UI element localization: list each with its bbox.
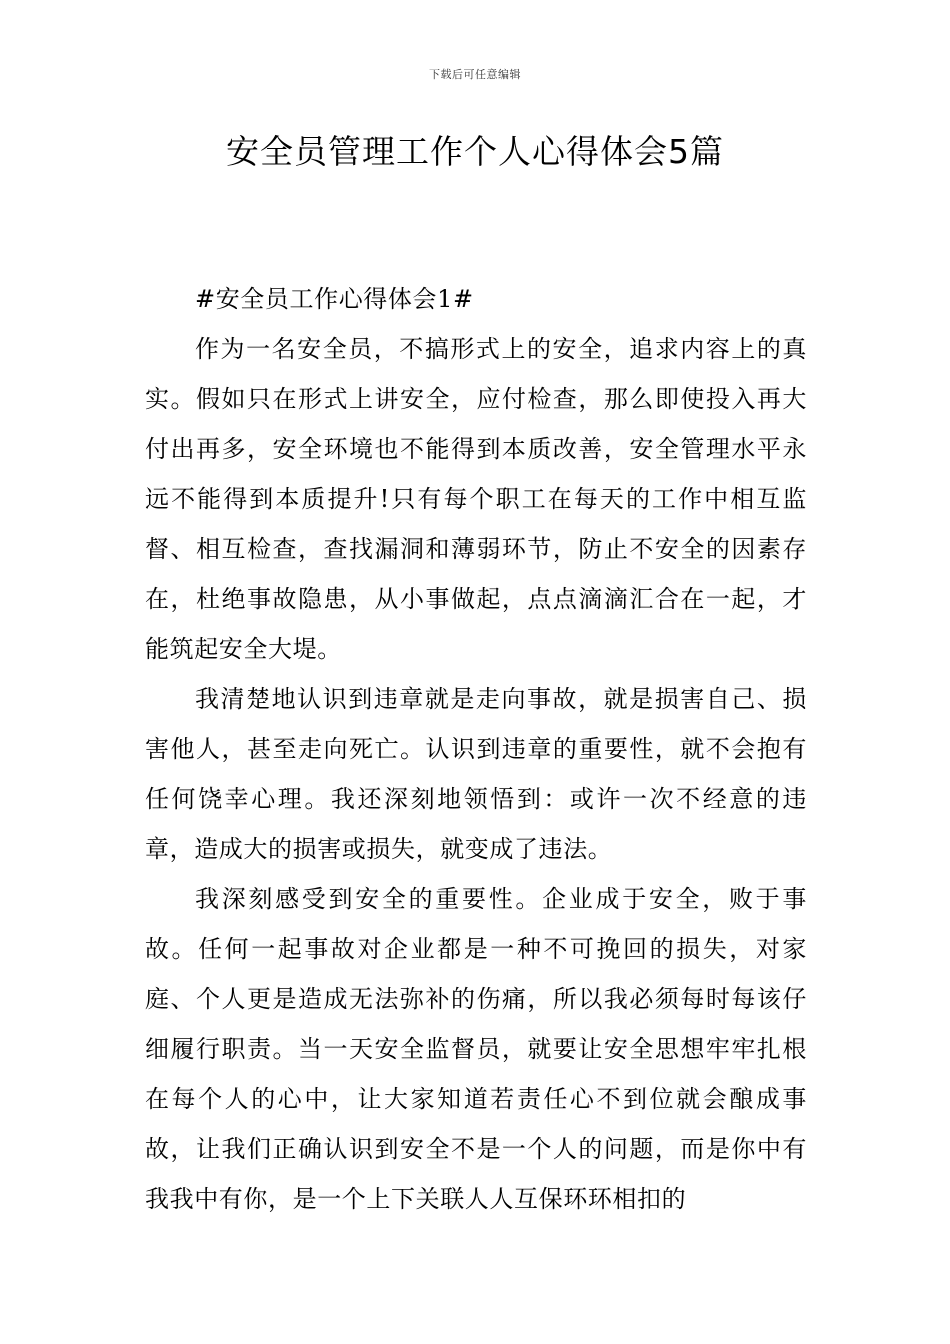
paragraph: 我清楚地认识到违章就是走向事故，就是损害自己、损害他人，甚至走向死亡。认识到违章的重要性，就不会抱有任何饶幸心理。我还深刻地领悟到：或许一次不经意的违章，造成大的损害或损失，就变成了违法。 <box>145 685 807 863</box>
document-body <box>145 274 807 1224</box>
section-heading: #安全员工作心得体会1# <box>195 285 474 313</box>
paragraph: 我深刻感受到安全的重要性。企业成于安全，败于事故。任何一起事故对企业都是一种不可挽回的损失，对家庭、个人更是造成无法弥补的伤痛，所以我必须每时每该仔细履行职责。当一天安全监督员，就要让安全思想牢牢扎根在每个人的心中，让大家知道若责任心不到位就会酿成事故，让我们正确认识到安全不是一个人的问题，而是你中有我我中有你，是一个上下关联人人互保环环相扣的 <box>145 885 807 1213</box>
document-title: 安全员管理工作个人心得体会5篇 <box>226 132 724 171</box>
paragraph: 作为一名安全员，不搞形式上的安全，追求内容上的真实。假如只在形式上讲安全，应付检查，那么即使投入再大付出再多，安全环境也不能得到本质改善，安全管理水平永远不能得到本质提升!只有每个职工在每天的工作中相互监督、相互检查，查找漏洞和薄弱环节，防止不安全的因素存在，杜绝事故隐患，从小事做起，点点滴滴汇合在一起，才能筑起安全大堤。 <box>145 335 807 663</box>
header-note: 下载后可任意编辑 <box>429 68 521 81</box>
